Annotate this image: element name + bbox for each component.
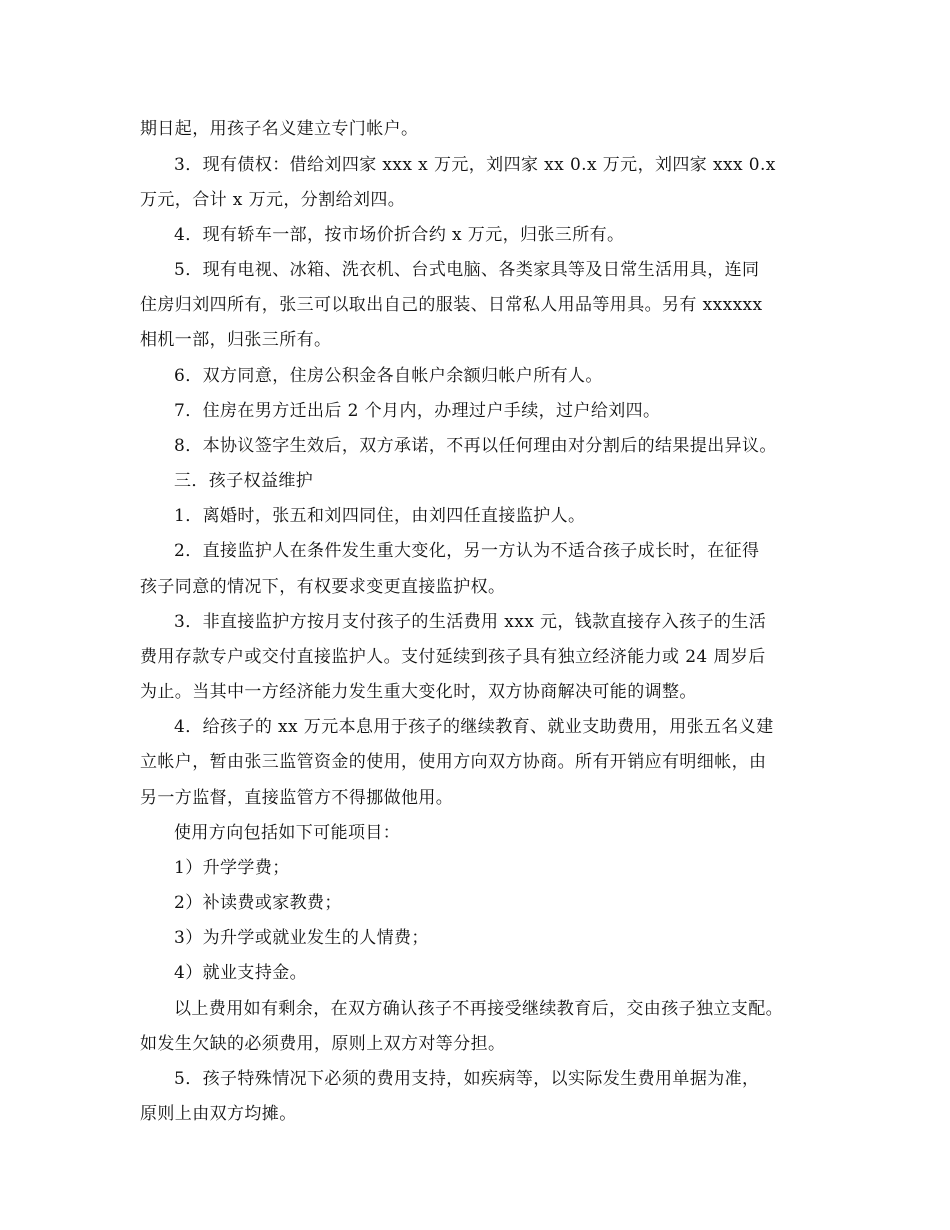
text-line: 住房归刘四所有，张三可以取出自己的服装、日常私人用品等用具。另有 xxxxxx xyxy=(140,295,763,315)
text-line: 6．双方同意，住房公积金各自帐户余额归帐户所有人。 xyxy=(174,366,603,386)
text-line: 3．非直接监护方按月支付孩子的生活费用 xxx 元，钱款直接存入孩子的生活 xyxy=(174,612,767,632)
text-line: 1．离婚时，张五和刘四同住，由刘四任直接监护人。 xyxy=(174,506,586,526)
list-item: 3）为升学或就业发生的人情费； xyxy=(174,928,429,948)
text-line: 7．住房在男方迁出后 2 个月内，办理过户手续，过户给刘四。 xyxy=(174,401,661,421)
text-line: 使用方向包括如下可能项目： xyxy=(174,823,401,843)
text-line: 为止。当其中一方经济能力发生重大变化时，双方协商解决可能的调整。 xyxy=(140,682,697,702)
text-line: 相机一部，归张三所有。 xyxy=(140,330,332,350)
text-line: 5．孩子特殊情况下必须的费用支持，如疾病等，以实际发生费用单据为准， xyxy=(174,1069,760,1089)
text-line: 万元，合计 x 万元，分割给刘四。 xyxy=(140,190,406,210)
text-line: 期日起，用孩子名义建立专门帐户。 xyxy=(140,119,419,139)
text-line: 另一方监督，直接监管方不得挪做他用。 xyxy=(140,788,454,808)
list-item: 2）补读费或家教费； xyxy=(174,893,342,913)
text-line: 4．现有轿车一部，按市场价折合约 x 万元，归张三所有。 xyxy=(174,225,625,245)
text-line: 费用存款专户或交付直接监护人。支付延续到孩子具有独立经济能力或 24 周岁后 xyxy=(140,647,766,667)
list-item: 4）就业支持金。 xyxy=(174,963,308,983)
text-line: 原则上由双方均摊。 xyxy=(140,1104,297,1124)
text-line: 孩子同意的情况下，有权要求变更直接监护权。 xyxy=(140,577,506,597)
text-line: 5．现有电视、冰箱、洗衣机、台式电脑、各类家具等及日常生活用具，连同 xyxy=(174,260,760,280)
text-line: 如发生欠缺的必须费用，原则上双方对等分担。 xyxy=(140,1034,506,1054)
text-line: 以上费用如有剩余，在双方确认孩子不再接受继续教育后，交由孩子独立支配。 xyxy=(174,999,783,1019)
text-line: 立帐户，暂由张三监管资金的使用，使用方向双方协商。所有开销应有明细帐，由 xyxy=(140,752,767,772)
text-line: 4．给孩子的 xx 万元本息用于孩子的继续教育、就业支助费用，用张五名义建 xyxy=(174,717,774,737)
list-item: 1）升学学费； xyxy=(174,858,290,878)
text-line: 8．本协议签字生效后，双方承诺，不再以任何理由对分割后的结果提出异议。 xyxy=(174,436,777,456)
text-line: 2．直接监护人在条件发生重大变化，另一方认为不适合孩子成长时，在征得 xyxy=(174,541,760,561)
section-heading: 三．孩子权益维护 xyxy=(174,471,314,491)
text-line: 3．现有债权：借给刘四家 xxx x 万元，刘四家 xx 0.x 万元，刘四家 xxx 0.x xyxy=(174,155,776,175)
